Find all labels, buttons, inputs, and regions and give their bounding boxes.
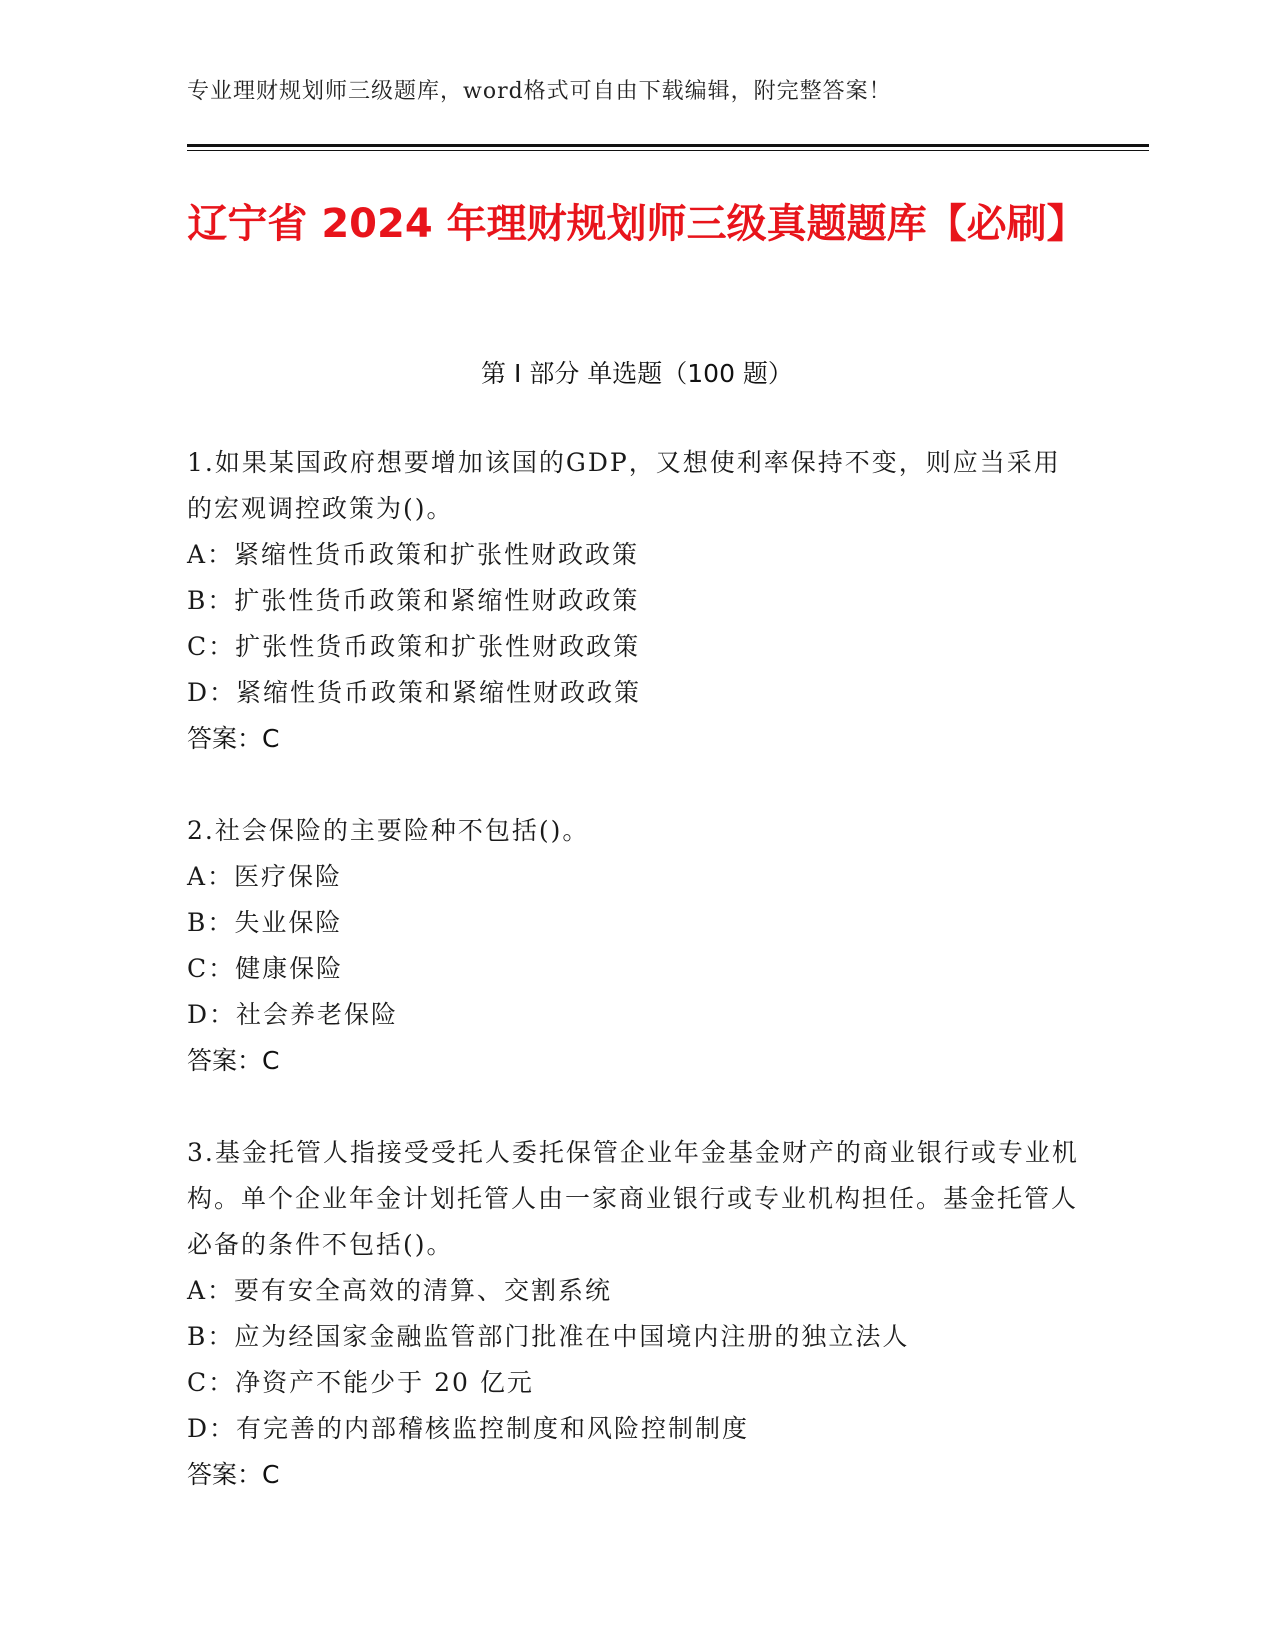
option-c: C：健康保险	[187, 954, 344, 983]
question-1	[187, 440, 1087, 762]
question-list	[187, 440, 1087, 1544]
section-title: 第 I 部分 单选题（100 题）	[481, 359, 793, 388]
option-b: B：应为经国家金融监管部门批准在中国境内注册的独立法人	[187, 1322, 910, 1351]
question-stem: 2.社会保险的主要险种不包括()。	[187, 816, 590, 845]
option-d: D：社会养老保险	[187, 1000, 399, 1029]
option-b: B：扩张性货币政策和紧缩性财政政策	[187, 586, 640, 615]
header-note: 专业理财规划师三级题库，word格式可自由下载编辑，附完整答案！	[187, 79, 892, 104]
question-stem: 3.基金托管人指接受受托人委托保管企业年金基金财产的商业银行或专业机构。单个企业年金计划托管人由一家商业银行或专业机构担任。基金托管人必备的条件不包括()。	[187, 1138, 1079, 1259]
option-c: C：净资产不能少于 20 亿元	[187, 1368, 534, 1397]
option-a: A：紧缩性货币政策和扩张性财政政策	[187, 540, 640, 569]
answer: 答案：C	[187, 724, 280, 753]
option-d: D：紧缩性货币政策和紧缩性财政政策	[187, 678, 642, 707]
option-a: A：医疗保险	[187, 862, 343, 891]
answer: 答案：C	[187, 1046, 280, 1075]
option-b: B：失业保险	[187, 908, 343, 937]
question-3	[187, 1130, 1087, 1498]
document-title: 辽宁省 2024 年理财规划师三级真题题库【必刷】	[187, 201, 1087, 247]
option-a: A：要有安全高效的清算、交割系统	[187, 1276, 613, 1305]
question-stem: 1.如果某国政府想要增加该国的GDP，又想使利率保持不变，则应当采用的宏观调控政策为()。	[187, 448, 1061, 523]
option-d: D：有完善的内部稽核监控制度和风险控制制度	[187, 1414, 750, 1443]
question-2	[187, 808, 1087, 1084]
header-rule-thin	[187, 150, 1149, 151]
answer: 答案：C	[187, 1460, 280, 1489]
option-c: C：扩张性货币政策和扩张性财政政策	[187, 632, 641, 661]
header-rule-thick	[187, 144, 1149, 147]
